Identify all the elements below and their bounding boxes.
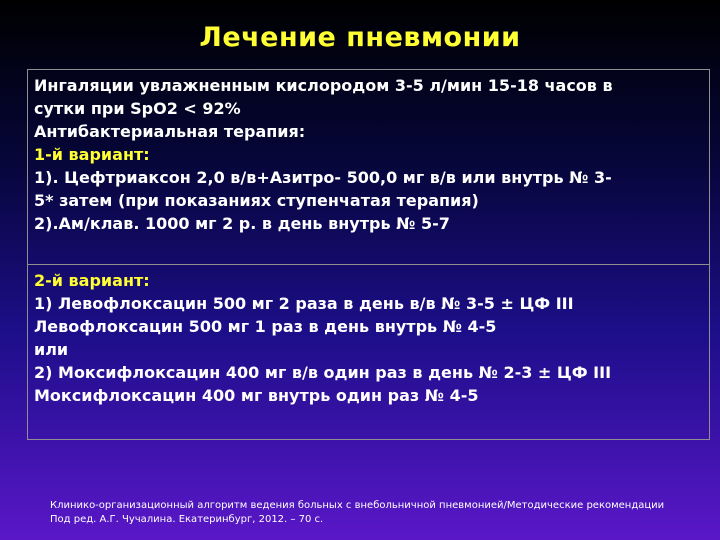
variant-2-option-1-line-1: 1) Левофлоксацин 500 мг 2 раза в день в/в № 3-5 ± ЦФ III xyxy=(34,294,574,313)
variant-1-heading: 1-й вариант: xyxy=(34,145,150,164)
variant-2-option-1-line-2: Левофлоксацин 500 мг 1 раз в день внутрь № 4-5 xyxy=(34,317,497,336)
antibacterial-therapy-heading: Антибактериальная терапия: xyxy=(34,122,306,141)
treatment-box-variant-2 xyxy=(27,264,710,440)
slide-title: Лечение пневмонии xyxy=(199,22,521,53)
variant-1-option-2: 2).Ам/клав. 1000 мг 2 р. в день внутрь № 5-7 xyxy=(34,214,450,233)
variant-1-option-1-line-2: 5* затем (при показаниях ступенчатая терапия) xyxy=(34,191,479,210)
source-citation xyxy=(50,499,718,527)
variant-2-option-2-line-1: 2) Моксифлоксацин 400 мг в/в один раз в день № 2-3 ± ЦФ III xyxy=(34,363,612,382)
oxygen-therapy-line-2: сутки при SpO2 < 92% xyxy=(34,99,241,118)
treatment-box-general xyxy=(27,69,710,265)
source-citation-line-2: Под ред. А.Г. Чучалина. Екатеринбург, 2012. – 70 с. xyxy=(50,514,324,525)
variant-2-heading: 2-й вариант: xyxy=(34,271,150,290)
variant-2-or: или xyxy=(34,340,69,359)
variant-2-option-2-line-2: Моксифлоксацин 400 мг внутрь один раз № 4-5 xyxy=(34,386,479,405)
oxygen-therapy-line-1: Ингаляции увлажненным кислородом 3-5 л/мин 15-18 часов в xyxy=(34,76,613,95)
source-citation-line-1: Клинико-организационный алгоритм ведения больных с внебольничной пневмонией/Методические рекомендации xyxy=(50,500,665,511)
variant-1-option-1-line-1: 1). Цефтриаксон 2,0 в/в+Азитро- 500,0 мг в/в или внутрь № 3- xyxy=(34,168,612,187)
